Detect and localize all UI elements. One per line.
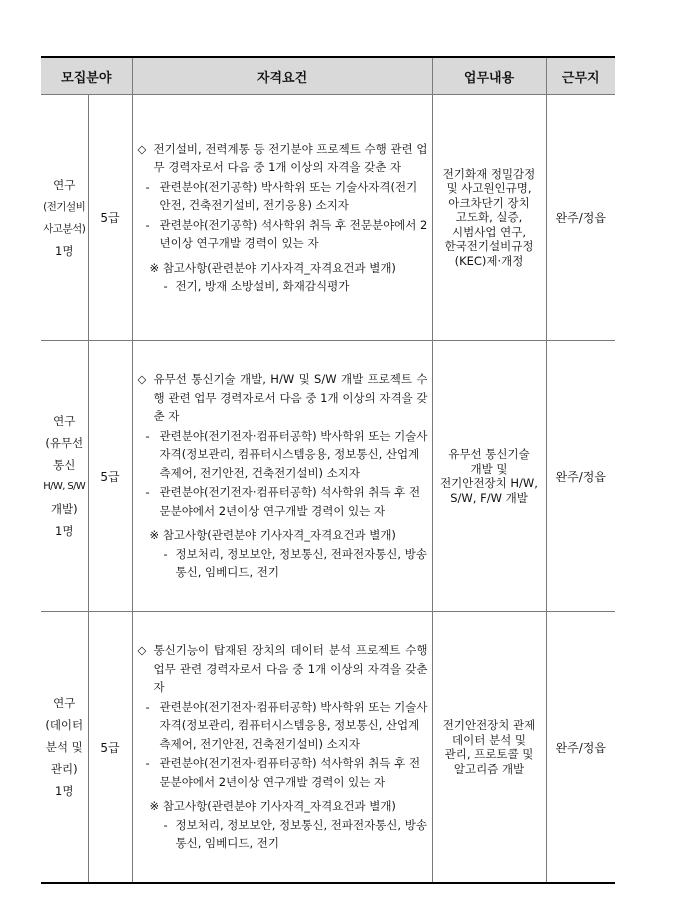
field-line: (유무선 [45,436,84,450]
field-line: 사고분석) [43,222,86,235]
qualification-item-text: 관련분야(전기공학) 박사학위 또는 기술사자격(전기안전, 건축전기설비, 전기응용) 소지자 [159,179,418,212]
note-items-text: 정보처리, 정보보안, 정보통신, 전파전자통신, 방송통신, 임베디드, 전기 [175,546,427,580]
duties-cell [432,341,546,612]
qualification-item-text: 관련분야(전기전자·컴퓨터공학) 석사학위 취득 후 전문분야에서 2년이상 연구개발 경력이 있는 자 [159,756,421,789]
dash-bullet: - [145,179,150,194]
note-items [138,816,428,853]
field-line: 연구 [53,414,76,428]
field-line: (데이터 [45,718,84,732]
field-line: (전기설비 [43,200,86,213]
duty-line: 한국전기설비규정 [444,239,534,254]
location-cell: 완주/정읍 [546,95,615,341]
field-line: 관리) [50,762,78,776]
qualification-main-text: 통신기능이 탑재된 장치의 데이터 분석 프로젝트 수행 업무 관련 경력자로서 다음 중 1개 이상의 자격을 갖춘 자 [153,643,428,695]
field-line: 통신 [53,458,76,472]
reference-note [138,797,428,816]
duty-line: 전기안전장치 H/W, [440,476,538,490]
field-line: 개발) [50,502,78,516]
qualifications-cell [132,95,432,341]
location-cell: 완주/정읍 [546,341,615,612]
field-line: 1명 [55,243,74,258]
note-title: 참고사항(관련분야 기사자격_자격요건과 별개) [162,528,396,543]
field-line: 1명 [55,784,74,798]
duty-line: (KEC)제·개정 [454,253,524,268]
dash-bullet: - [145,217,150,232]
recruit-field-cell [41,612,88,884]
qualification-main-text: 전기설비, 전력계통 등 전기분야 프로젝트 수행 관련 업무 경력자로서 다음 중 1개 이상의 자격을 갖춘 자 [153,141,428,174]
note-mark-icon: ※ [149,799,160,814]
table-row [41,341,615,612]
reference-note [138,259,428,278]
dash-bullet: - [145,699,150,714]
note-title: 참고사항(관련분야 기사자격_자격요건과 별개) [162,799,396,814]
dash-bullet: - [163,546,168,561]
duty-line: 고도화, 실증, [455,210,523,225]
duty-line: 전기화재 정밀감정 [442,166,536,181]
recruit-field-cell [41,95,88,341]
table-row [41,612,615,884]
duty-line: 시범사업 연구, [452,224,526,239]
header-location: 근무지 [546,57,615,95]
qualification-item-text: 관련분야(전기전자·컴퓨터공학) 박사학위 또는 기술사자격(정보관리, 컴퓨터시스템응용, 정보통신, 산업계측제어, 전기안전, 건축전기설비) 소지자 [159,699,428,751]
grade-cell: 5급 [88,341,132,612]
qualifications-cell [132,341,432,612]
dash-bullet: - [145,756,150,771]
field-line: 연구 [53,177,76,192]
duties-cell [432,95,546,341]
qualification-main [138,370,428,426]
dash-bullet: - [163,279,168,293]
qualification-item [138,427,428,483]
duty-line: S/W, F/W 개발 [450,490,528,505]
qualification-main [138,641,428,697]
dash-bullet: - [145,428,150,443]
qualification-item [138,483,428,520]
field-line: H/W, S/W [43,481,86,492]
note-mark-icon: ※ [149,260,160,275]
note-title: 참고사항(관련분야 기사자격_자격요건과 별개) [162,260,396,275]
qualifications-cell [132,612,432,884]
recruitment-table [41,56,615,884]
header-duties: 업무내용 [432,57,546,95]
table-row [41,95,615,341]
dash-bullet: - [145,485,150,500]
qualification-item [138,698,428,754]
grade-cell: 5급 [88,612,132,884]
reference-note [138,526,428,545]
table-header-row [41,57,615,95]
qualification-item [138,216,428,253]
diamond-icon: ◇ [137,372,147,387]
header-qualifications: 자격요건 [132,57,432,95]
field-line: 연구 [53,696,76,710]
header-field: 모집분야 [41,57,132,95]
qualification-main-text: 유무선 통신기술 개발, H/W 및 S/W 개발 프로젝트 수행 관련 업무 경력자로서 다음 중 1개 이상의 자격을 갖춘 자 [153,372,428,424]
duty-line: 개발 및 [470,461,508,476]
note-items-text: 정보처리, 정보보안, 정보통신, 전파전자통신, 방송통신, 임베디드, 전기 [175,817,427,851]
diamond-icon: ◇ [137,643,147,658]
location-cell: 완주/정읍 [546,612,615,884]
qualification-item-text: 관련분야(전기공학) 석사학위 취득 후 전문분야에서 2년이상 연구개발 경력이 있는 자 [159,217,428,250]
duty-line: 관리, 프로토콜 및 [444,747,534,761]
duty-line: 전기안전장치 관제 [442,718,536,732]
note-items [138,277,428,296]
field-line: 1명 [55,524,74,538]
duty-line: 및 사고원인규명, [446,181,532,196]
qualification-item-text: 관련분야(전기전자·컴퓨터공학) 석사학위 취득 후 전문분야에서 2년이상 연구개발 경력이 있는 자 [159,485,421,518]
duty-line: 아크차단기 장치 [448,195,530,210]
qualification-item [138,754,428,791]
duties-cell [432,612,546,884]
note-items [138,545,428,582]
dash-bullet: - [163,817,168,832]
duty-line: 알고리즘 개발 [453,761,525,776]
grade-cell: 5급 [88,95,132,341]
duty-line: 데이터 분석 및 [452,732,526,747]
qualification-item-text: 관련분야(전기전자·컴퓨터공학) 박사학위 또는 기술사자격(정보관리, 컴퓨터시스템응용, 정보통신, 산업계측제어, 전기안전, 건축전기설비) 소지자 [159,428,428,480]
qualification-main [138,140,428,177]
note-items-text: 전기, 방재 소방설비, 화재감식평가 [175,279,350,293]
note-mark-icon: ※ [149,528,160,543]
recruit-field-cell [41,341,88,612]
field-line: 분석 및 [45,740,83,754]
qualification-item [138,178,428,215]
diamond-icon: ◇ [137,141,147,156]
duty-line: 유무선 통신기술 [448,447,530,461]
